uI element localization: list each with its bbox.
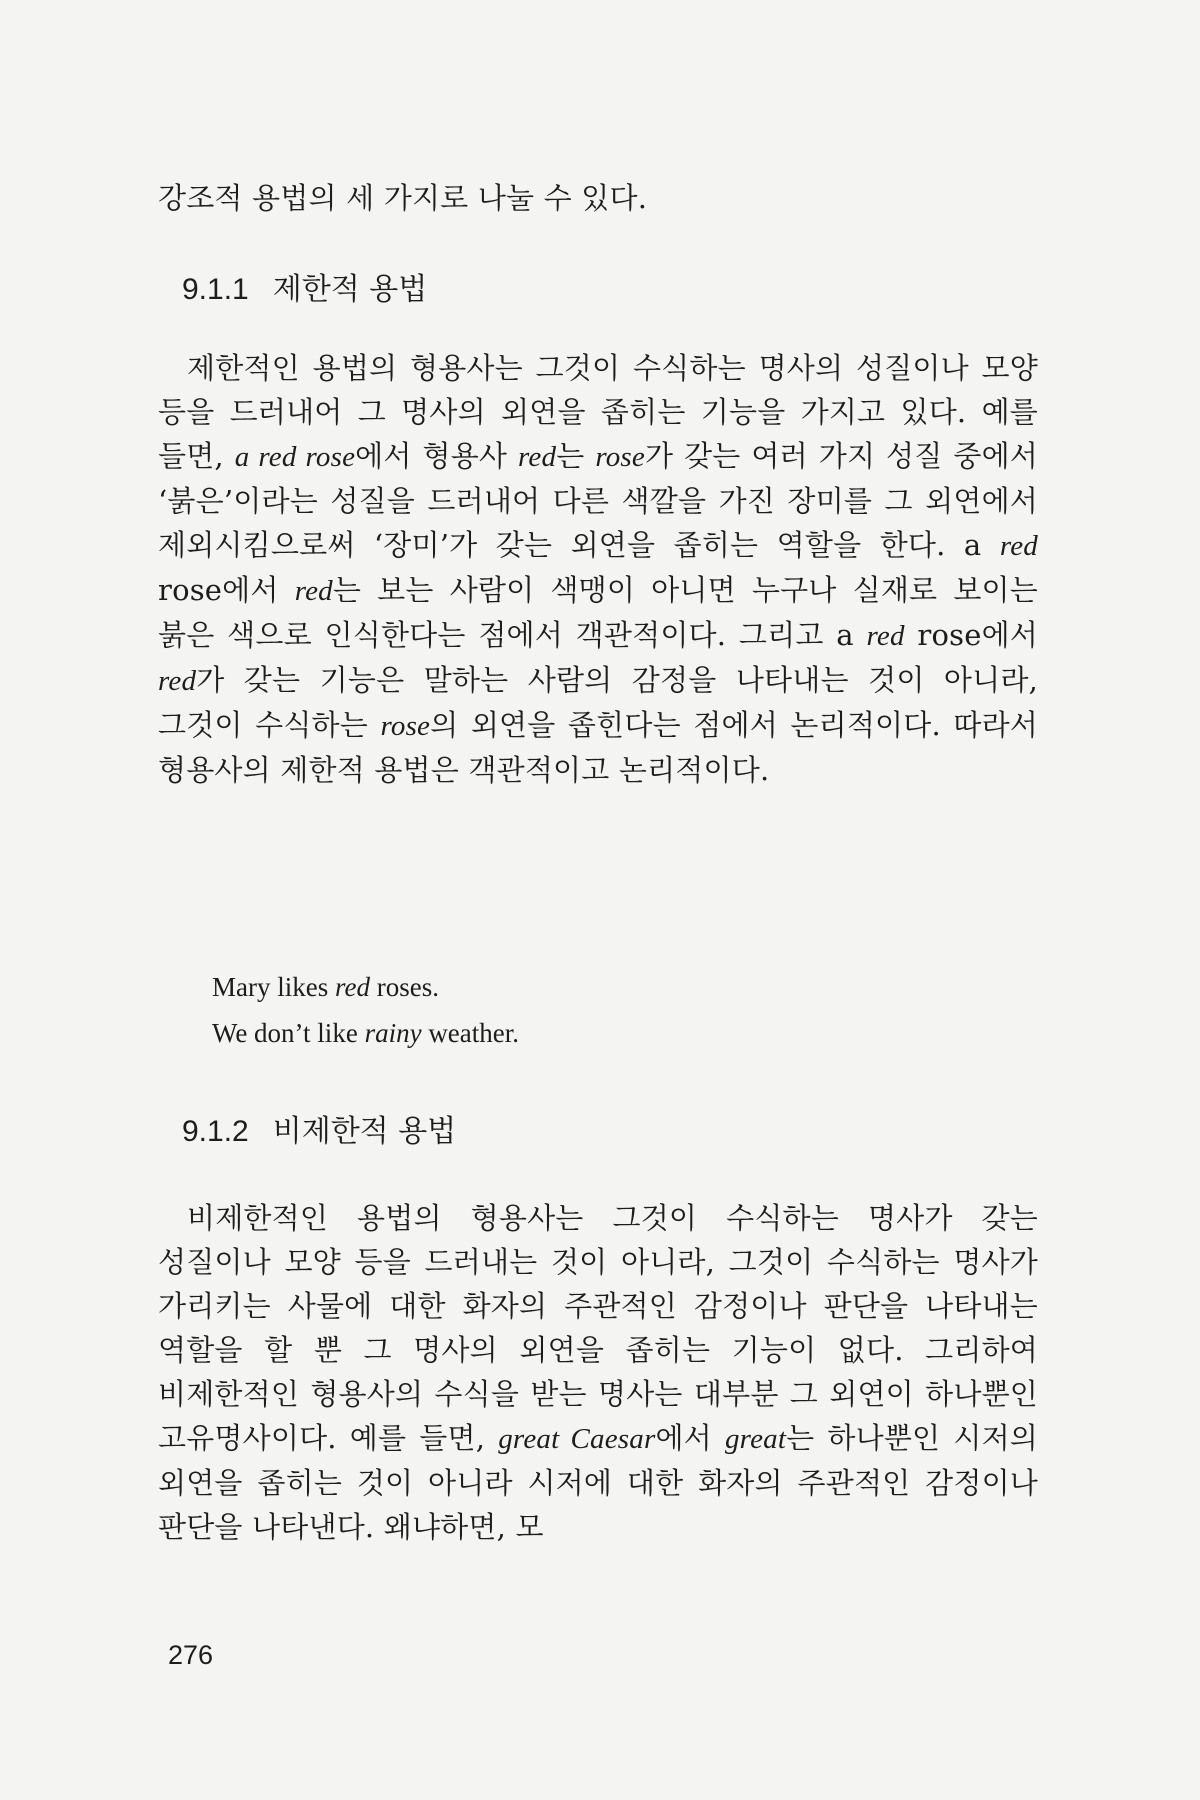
section-number: 9.1.1 [182,273,249,306]
example-sentences [212,964,519,1056]
section-title: 제한적 용법 [272,272,428,307]
example-sentence: Mary likes red roses. [212,972,439,1002]
page-number: 276 [168,1640,214,1670]
section-number: 9.1.2 [182,1115,249,1148]
paragraph-non-restrictive: 비제한적인 용법의 형용사는 그것이 수식하는 명사가 갖는 성질이나 모양 등을 드러내는 것이 아니라, 그것이 수식하는 명사가 가리키는 사물에 대한 화자의 주관적인 감정이나 판단을 나타내는 역할을 할 뿐 그 명사의 외연을 좁히는 기능이 없다. 그리하여 비제한적인 형용사의 수식을 받는 명사는 대부분 그 외연이 하나뿐인 고유명사이다. 예를 들면, great Caesar에서 great는 하나뿐인 시저의 외연을 좁히는 것이 아니라 시저에 대한 화자의 주관적인 감정이나 판단을 나타낸다. 왜냐하면, 모 [158,1201,1039,1544]
example-sentence: We don’t like rainy weather. [212,1018,520,1048]
paragraph-restrictive: 제한적인 용법의 형용사는 그것이 수식하는 명사의 성질이나 모양 등을 드러내어 그 명사의 외연을 좁히는 기능을 가지고 있다. 예를 들면, a red rose에서 형용사 red는 rose가 갖는 여러 가지 성질 중에서 ‘붉은’이라는 성질을 드러내어 다른 색깔을 가진 장미를 그 외연에서 제외시킴으로써 ‘장미’가 갖는 외연을 좁히는 역할을 한다. a red rose에서 red는 보는 사람이 색맹이 아니면 누구나 실재로 보이는 붉은 색으로 인식한다는 점에서 객관적이다. 그리고 a red rose에서 red가 갖는 기능은 말하는 사람의 감정을 나타내는 것이 아니라, 그것이 수식하는 rose의 외연을 좁힌다는 점에서 논리적이다. 따라서 형용사의 제한적 용법은 객관적이고 논리적이다. [158,351,1039,787]
section-title: 비제한적 용법 [272,1114,457,1149]
section-heading-9-1-1 [182,268,427,312]
intro-line: 강조적 용법의 세 가지로 나눌 수 있다. [158,181,648,215]
section-heading-9-1-2 [182,1110,456,1154]
